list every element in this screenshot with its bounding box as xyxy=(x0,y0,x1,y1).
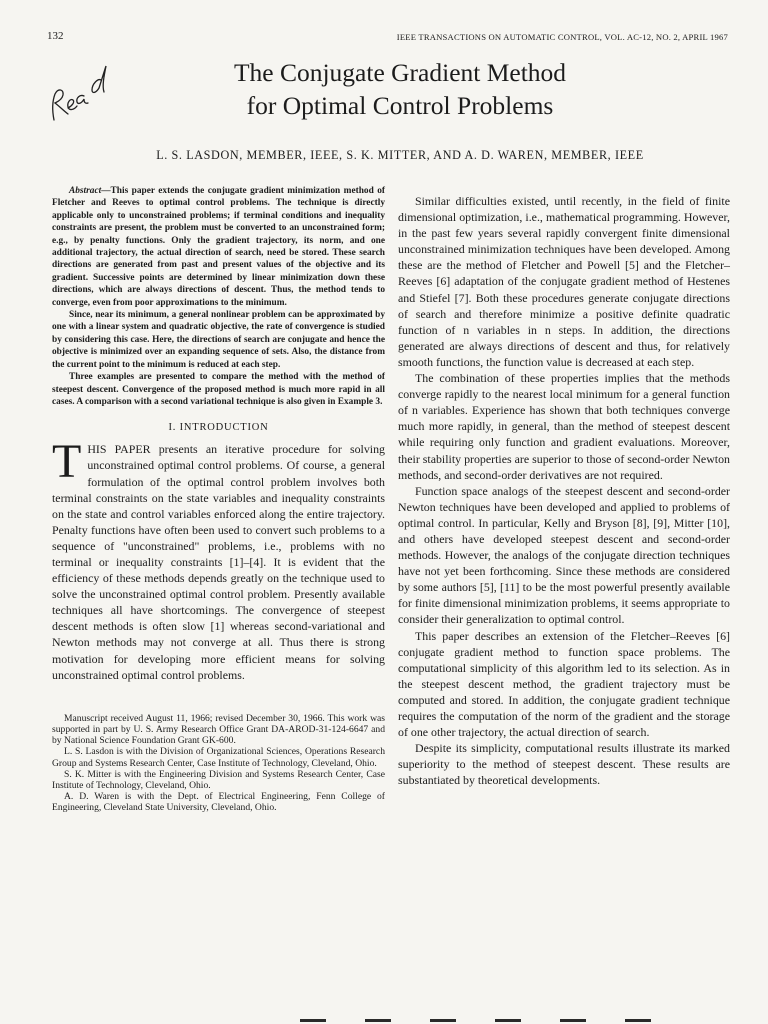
left-column xyxy=(52,185,385,814)
body-paragraph: Function space analogs of the steepest descent and second-order Newton techniques have been developed and applied to problems of optimal control. In particular, Kelly and Bryson [8], [9], Mitter [10], and others have developed steepest descent and second-order methods. However, the analogs of the conjugate direction techniques have not yet been forthcoming. Since these methods are considered by some authors [5], [11] to be the most powerful presently available for finite dimensional minimization problems, it seems appropriate to consider their generalization to optimal control. xyxy=(398,483,730,627)
abstract-paragraph: Three examples are presented to compare the method with the method of steepest descent. Convergence of the proposed method is much more rapid in all cases. A comparison with a second variational technique is also given in Example 3. xyxy=(52,372,385,407)
footnote-waren: A. D. Waren is with the Dept. of Electrical Engineering, Fenn College of Engineering, Cleveland State University, Cleveland, Ohio. xyxy=(52,791,385,814)
body-paragraph: This paper describes an extension of the Fletcher–Reeves [6] conjugate gradient method to function space problems. The computational simplicity of this algorithm led to its selection. As in the steepest descent method, the gradient trajectory must be computed and stored. In addition, the conjugate gradient technique requires the computation of the norm of the gradient and the storage of one other trajectory, the actual direction of search. xyxy=(398,628,730,740)
abstract-paragraph: Since, near its minimum, a general nonlinear problem can be approximated by one with a linear system and quadratic objective, the rate of convergence is studied by considering this case. Here, the directions of search are conjugate and hence the objective is minimized over an expanding sequence of sets. Also, the distance from the current point to the minimum is reduced at each step. xyxy=(52,310,385,370)
intro-text: HIS PAPER presents an iterative procedure for solving unconstrained optimal control problems. Of course, a general formulation of the optimal control problem involves both terminal constraints on the state variables and inequality constraints on the state and control variables enforced along the entire trajectory. Penalty functions have often been used to convert such problems to a sequence of "unconstrained" problems, i.e., problems with no terminal or inequality constraints [1]–[4]. It is evident that the efficiency of these methods depends greatly on the technique used to solve the unconstrained optimal control problem. Presently available techniques all have shortcomings. The convergence of steepest descent methods is often slow [1] whereas second-variational and Newton methods may not converge at all. Thus there is strong motivation for developing more efficient means for solving unconstrained optimal control problems. xyxy=(52,442,385,682)
intro-paragraph xyxy=(52,435,385,682)
handwritten-read-annotation xyxy=(46,58,112,128)
section-heading-introduction: I. INTRODUCTION xyxy=(168,422,269,434)
body-paragraph: The combination of these properties implies that the methods converge rapidly to the nearest local minimum for a general function of n variables. Experience has shown that both techniques converge much more rapidly, in general, than the method of steepest descent while requiring only function and gradient evaluations. Moreover, their stability properties are superior to those of second-order Newton methods, and second-order derivatives are not required. xyxy=(398,371,730,482)
running-head: IEEE TRANSACTIONS ON AUTOMATIC CONTROL, VOL. AC-12, NO. 2, APRIL 1967 xyxy=(396,32,728,42)
footnotes xyxy=(52,713,385,814)
title-line-1: The Conjugate Gradient Method xyxy=(233,58,567,87)
page-number: 132 xyxy=(47,30,64,42)
abstract-paragraph xyxy=(52,185,385,309)
abstract xyxy=(52,185,385,408)
abstract-text: —This paper extends the conjugate gradient minimization method of Fletcher and Reeves to optimal control problems. The technique is directly applicable only to unconstrained problems; if terminal conditions and inequality constraints are present, the problem must be converted to an unconstrained form; e.g., by penalty functions. Only the gradient trajectory, its norm, and one additional trajectory, the actual direction of search, need be stored. These search directions are generated from past and present values of the objective and its gradient. Successive points are determined by linear minimization down these directions, which are always directions of descent. Thus, the method tends to converge, even from poor approximations to the minimum. xyxy=(52,186,385,308)
page-bottom-edge-marks xyxy=(0,1012,768,1024)
footnote-lasdon: L. S. Lasdon is with the Division of Organizational Sciences, Operations Research Group and Systems Research Center, Case Institute of Technology, Cleveland, Ohio. xyxy=(52,746,385,769)
author-list: L. S. LASDON, MEMBER, IEEE, S. K. MITTER, AND A. D. WAREN, MEMBER, IEEE xyxy=(156,148,644,162)
footnote-manuscript: Manuscript received August 11, 1966; revised December 30, 1966. This work was supported in part by U. S. Army Research Office Grant DA-AROD-31-124-6647 and by National Science Foundation Grant GK-600. xyxy=(52,712,385,747)
abstract-label: Abstract xyxy=(69,186,102,196)
right-column xyxy=(398,185,730,788)
paper-title xyxy=(140,56,660,122)
body-paragraph: Despite its simplicity, computational results illustrate its marked superiority to the method of steepest descent. These results are substantiated by theoretical developments. xyxy=(398,741,730,788)
drop-cap: T xyxy=(52,435,82,489)
body-paragraph: Similar difficulties existed, until recently, in the field of finite dimensional optimization, i.e., mathematical programming. However, in the past few years several rapidly convergent finite dimensional unconstrained minimization techniques have been developed. Among these are the method of Fletcher and Powell [5] and the Fletcher–Reeves [6] adaptation of the conjugate gradient method of Hestenes and Stiefel [7]. Both these procedures generate conjugate directions of search and therefore minimize a positive definite quadratic function of n variables in n steps. In addition, the directions generated are always directions of descent and thus, for relatively smooth functions, the function value is decreased at each step. xyxy=(398,194,730,369)
footnote-mitter: S. K. Mitter is with the Engineering Division and Systems Research Center, Case Institute of Technology, Cleveland, Ohio. xyxy=(52,768,385,791)
title-line-2: for Optimal Control Problems xyxy=(246,91,554,120)
